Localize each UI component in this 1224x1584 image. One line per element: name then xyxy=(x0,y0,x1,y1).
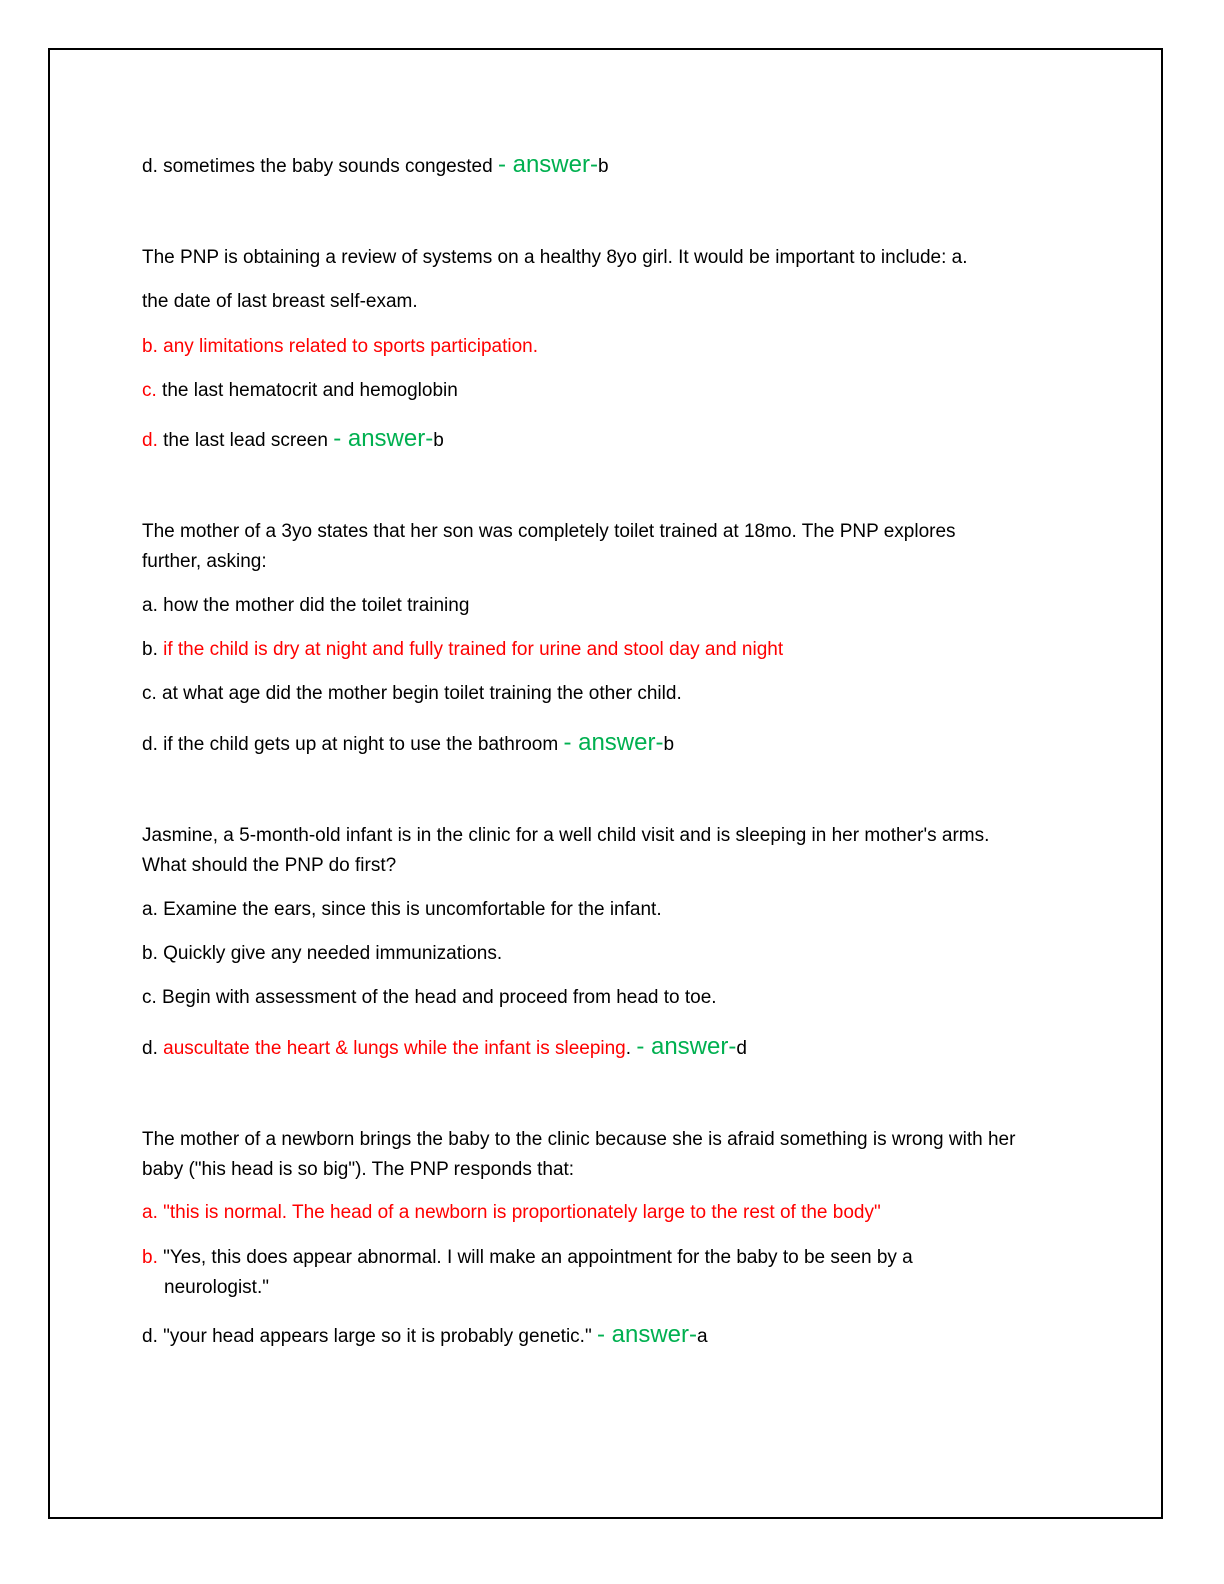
q0-option-d-text: d. sometimes the baby sounds congested xyxy=(142,156,498,177)
q1-answer-label: - answer- xyxy=(333,425,434,452)
q1-answer-letter: b xyxy=(433,430,444,451)
q1-option-c-text: the last hematocrit and hemoglobin xyxy=(156,380,458,401)
q2-option-a: a. how the mother did the toilet training xyxy=(142,595,470,616)
q4-stem-line2: baby ("his head is so big"). The PNP responds that: xyxy=(142,1159,575,1180)
q3-option-c: c. Begin with assessment of the head and proceed from head to toe. xyxy=(142,987,717,1008)
q1-stem-line2: the date of last breast self-exam. xyxy=(142,291,418,312)
q4-answer-letter: a xyxy=(697,1326,708,1347)
q2-option-d xyxy=(142,728,674,760)
q2-stem-line2: further, asking: xyxy=(142,551,267,572)
q1-option-c xyxy=(142,376,458,406)
q4-option-b-line2: neurologist." xyxy=(164,1277,269,1298)
q2-option-b xyxy=(142,635,783,665)
q2-stem-line1: The mother of a 3yo states that her son was completely toilet trained at 18mo. The PNP explores xyxy=(142,521,956,542)
q3-answer-label: - answer- xyxy=(636,1033,737,1060)
q3-option-b: b. Quickly give any needed immunizations. xyxy=(142,943,503,964)
q1-option-d xyxy=(142,424,444,456)
q0-answer-label: - answer- xyxy=(497,151,598,178)
q3-option-d-prefix: d. xyxy=(142,1038,164,1059)
q3-option-d-text: auscultate the heart & lungs while the infant is sleeping xyxy=(163,1038,626,1059)
q2-option-b-prefix: b. xyxy=(142,639,164,660)
q3-stem-line1: Jasmine, a 5-month-old infant is in the clinic for a well child visit and is sleeping in her mother's arms. xyxy=(142,825,990,846)
q2-option-d-text: d. if the child gets up at night to use the bathroom xyxy=(142,734,564,755)
q1-option-d-prefix: d. xyxy=(142,430,158,451)
q4-stem-line1: The mother of a newborn brings the baby to the clinic because she is afraid something is wrong with her xyxy=(142,1129,1016,1150)
q3-answer-letter: d xyxy=(736,1038,747,1059)
q2-option-b-text: if the child is dry at night and fully trained for urine and stool day and night xyxy=(163,639,784,660)
q4-option-b-text-line1: "Yes, this does appear abnormal. I will make an appointment for the baby to be seen by a xyxy=(157,1247,913,1268)
q0-option-d xyxy=(142,150,609,182)
q1-option-c-prefix: c. xyxy=(142,380,157,401)
q1-option-d-text: the last lead screen xyxy=(157,430,334,451)
q0-answer-letter: b xyxy=(597,156,609,177)
q4-option-d xyxy=(142,1320,708,1352)
q4-option-b-line1 xyxy=(142,1243,913,1273)
q2-option-c: c. at what age did the mother begin toilet training the other child. xyxy=(142,683,682,704)
q4-option-b-prefix: b. xyxy=(142,1247,158,1268)
q3-option-d-suffix: . xyxy=(625,1038,637,1059)
q4-option-d-text: d. "your head appears large so it is probably genetic." xyxy=(142,1326,597,1347)
q2-answer-label: - answer- xyxy=(563,729,664,756)
q3-option-a: a. Examine the ears, since this is uncomfortable for the infant. xyxy=(142,899,662,920)
q1-option-b: b. any limitations related to sports participation. xyxy=(142,336,539,357)
q4-answer-label: - answer- xyxy=(596,1321,698,1348)
q4-option-a: a. "this is normal. The head of a newborn is proportionately large to the rest of the body" xyxy=(142,1202,881,1223)
q1-stem-line1: The PNP is obtaining a review of systems on a healthy 8yo girl. It would be important to include: a. xyxy=(142,247,968,268)
q3-stem-line2: What should the PNP do first? xyxy=(142,855,397,876)
q2-answer-letter: b xyxy=(663,734,675,755)
q3-option-d xyxy=(142,1032,747,1064)
